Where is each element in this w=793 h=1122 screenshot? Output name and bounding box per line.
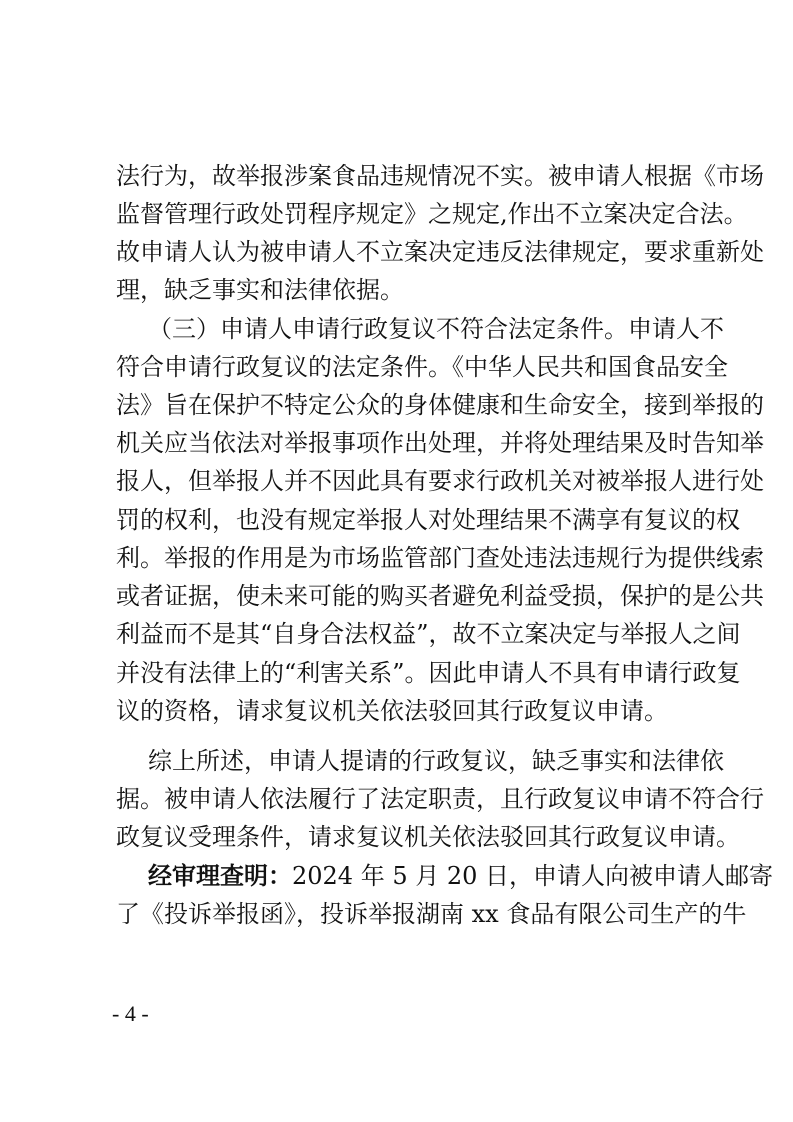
page-number: - 4 - [112, 1001, 149, 1026]
paragraph-line: 报人，但举报人并不因此具有要求行政机关对被举报人进行处 [116, 467, 764, 495]
paragraph-line: 据。被申请人依法履行了法定职责，且行政复议申请不符合行 [116, 785, 764, 813]
paragraph-line: 法》旨在保护不特定公众的身体健康和生命安全，接到举报的 [116, 391, 764, 419]
paragraph-line: 监督管理行政处罚程序规定》之规定,作出不立案决定合法。 [116, 200, 748, 228]
paragraph-line: 政复议受理条件，请求复议机关依法驳回其行政复议申请。 [116, 823, 740, 851]
paragraph-line: 理，缺乏事实和法律依据。 [116, 276, 404, 304]
paragraph-line: 了《投诉举报函》，投诉举报湖南 xx 食品有限公司生产的牛 [116, 900, 747, 928]
paragraph-line: 故申请人认为被申请人不立案决定违反法律规定，要求重新处 [116, 238, 764, 266]
paragraph-line: 并没有法律上的“利害关系”。因此申请人不具有申请行政复 [116, 659, 741, 687]
paragraph-line: 利。举报的作用是为市场监管部门查处违法违规行为提供线索 [116, 544, 764, 572]
paragraph-line: 综上所述，申请人提请的行政复议，缺乏事实和法律依 [148, 747, 724, 775]
paragraph-line: 符合申请行政复议的法定条件。《中华人民共和国食品安全 [116, 353, 728, 381]
paragraph-line: （三）申请人申请行政复议不符合法定条件。申请人不 [148, 315, 724, 343]
paragraph-line: 利益而不是其“自身合法权益”，故不立案决定与举报人之间 [116, 620, 741, 648]
finding-text: 2024 年 5 月 20 日，申请人向被申请人邮寄 [292, 862, 774, 890]
paragraph-line: 机关应当依法对举报事项作出处理，并将处理结果及时告知举 [116, 429, 764, 457]
paragraph-line: 罚的权利，也没有规定举报人对处理结果不满享有复议的权 [116, 506, 740, 534]
finding-line [148, 860, 774, 894]
paragraph-line: 法行为，故举报涉案食品违规情况不实。被申请人根据《市场 [116, 162, 764, 190]
paragraph-line: 议的资格，请求复议机关依法驳回其行政复议申请。 [116, 697, 668, 725]
finding-label: 经审理查明： [148, 861, 292, 890]
paragraph-line: 或者证据，使未来可能的购买者避免利益受损，保护的是公共 [116, 582, 764, 610]
